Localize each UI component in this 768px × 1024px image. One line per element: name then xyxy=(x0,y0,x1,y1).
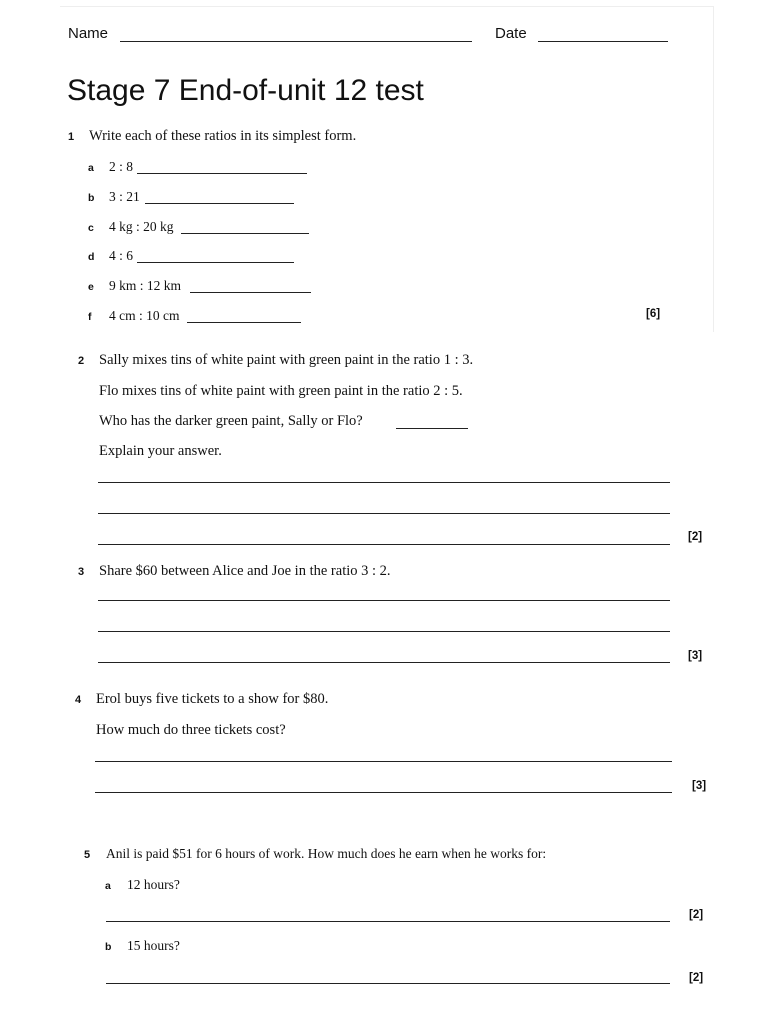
q2-name-answer-line[interactable] xyxy=(396,428,468,429)
q1-item-label: d xyxy=(88,251,95,263)
q2-explain-line-1[interactable] xyxy=(98,482,670,483)
question-2-line-4: Explain your answer. xyxy=(99,443,222,459)
question-2-line-2: Flo mixes tins of white paint with green paint in the ratio 2 : 5. xyxy=(99,383,463,399)
question-2-marks: [2] xyxy=(688,531,703,543)
q5-part-b-text: 15 hours? xyxy=(127,938,180,953)
question-3-text: Share $60 between Alice and Joe in the ratio 3 : 2. xyxy=(99,563,391,579)
q1-item-label: c xyxy=(88,222,94,234)
q1-item-ratio: 4 : 6 xyxy=(109,248,134,263)
q4-answer-line-2[interactable] xyxy=(95,792,672,793)
question-2-line-1: Sally mixes tins of white paint with green paint in the ratio 1 : 3. xyxy=(99,352,474,368)
question-2-line-3: Who has the darker green paint, Sally or Flo? xyxy=(99,413,363,429)
q5-part-a-text: 12 hours? xyxy=(127,877,180,892)
question-5-number: 5 xyxy=(84,849,91,861)
q2-explain-line-2[interactable] xyxy=(98,513,670,514)
q1-answer-line-e[interactable] xyxy=(190,292,311,293)
page-title: Stage 7 End-of-unit 12 test xyxy=(67,74,424,107)
date-label: Date xyxy=(495,25,527,42)
question-1-number: 1 xyxy=(68,131,75,143)
question-4-marks: [3] xyxy=(692,780,707,792)
question-4-line-2: How much do three tickets cost? xyxy=(96,722,286,738)
question-4-line-1: Erol buys five tickets to a show for $80. xyxy=(96,691,329,707)
q5-part-a-marks: [2] xyxy=(689,909,704,921)
q1-item-ratio: 4 kg : 20 kg xyxy=(109,219,174,234)
q2-explain-line-3[interactable] xyxy=(98,544,670,545)
q5-part-b-label: b xyxy=(105,941,112,953)
question-3-marks: [3] xyxy=(688,650,703,662)
q1-item-label: e xyxy=(88,281,94,293)
question-1-prompt: Write each of these ratios in its simplest form. xyxy=(89,128,357,144)
name-field[interactable] xyxy=(120,41,472,42)
q1-answer-line-c[interactable] xyxy=(181,233,309,234)
q5-part-b-answer-line[interactable] xyxy=(106,983,670,984)
q5-part-a-answer-line[interactable] xyxy=(106,921,670,922)
scan-edge-top xyxy=(60,6,714,7)
q1-item-label: b xyxy=(88,192,95,204)
q3-answer-line-2[interactable] xyxy=(98,631,670,632)
q5-part-a-label: a xyxy=(105,880,111,892)
scan-edge-right xyxy=(713,6,714,332)
question-3-number: 3 xyxy=(78,566,85,578)
q1-answer-line-b[interactable] xyxy=(145,203,294,204)
q1-item-ratio: 9 km : 12 km xyxy=(109,278,182,293)
q1-item-ratio: 3 : 21 xyxy=(109,189,140,204)
q1-item-ratio: 4 cm : 10 cm xyxy=(109,308,180,323)
q1-answer-line-f[interactable] xyxy=(187,322,301,323)
question-4-number: 4 xyxy=(75,694,82,706)
q3-answer-line-3[interactable] xyxy=(98,662,670,663)
q5-part-b-marks: [2] xyxy=(689,972,704,984)
q4-answer-line-1[interactable] xyxy=(95,761,672,762)
q1-answer-line-d[interactable] xyxy=(137,262,294,263)
q1-item-label: a xyxy=(88,162,94,174)
q1-item-label: f xyxy=(88,311,92,323)
q1-answer-line-a[interactable] xyxy=(137,173,307,174)
question-1-marks: [6] xyxy=(646,308,661,320)
q3-answer-line-1[interactable] xyxy=(98,600,670,601)
question-2-number: 2 xyxy=(78,355,85,367)
q1-item-ratio: 2 : 8 xyxy=(109,159,134,174)
question-5-text: Anil is paid $51 for 6 hours of work. How much does he earn when he works for: xyxy=(106,846,547,861)
name-label: Name xyxy=(68,25,109,42)
date-field[interactable] xyxy=(538,41,668,42)
